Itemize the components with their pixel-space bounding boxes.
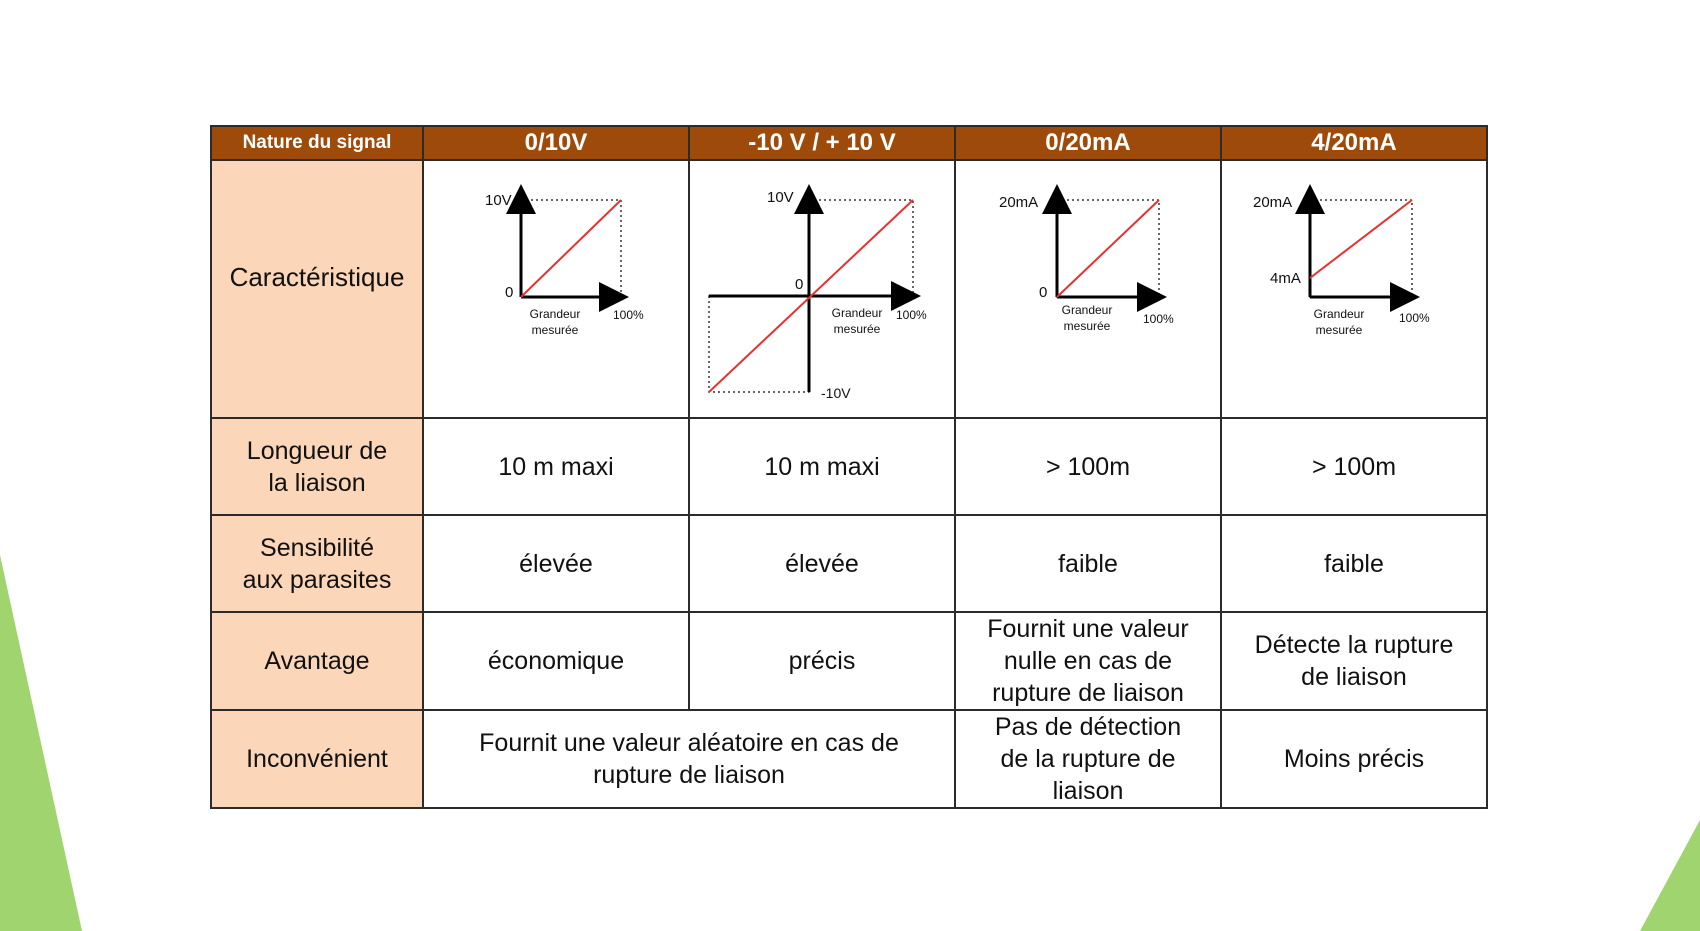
- xlabel-1: Grandeur: [1313, 307, 1365, 321]
- diagram-0-10v-cell: [423, 160, 689, 418]
- cell-inconvenient-voltage-line2: rupture de liaison: [593, 761, 785, 789]
- xlabel-2: mesurée: [1063, 319, 1111, 333]
- characteristic-line: [1057, 200, 1159, 297]
- cell-inconvenient-0-20ma-line3: liaison: [1052, 777, 1124, 805]
- cell-sensibilite-0-10v: élevée: [423, 515, 689, 612]
- cell-sensibilite-4-20ma: faible: [1221, 515, 1487, 612]
- rowhead-longueur-line1: Longueur de: [246, 436, 388, 465]
- green-wedge-right: [1640, 820, 1700, 931]
- row-avantage: [211, 612, 1487, 710]
- rowhead-avantage: Avantage: [211, 612, 423, 710]
- ymax-label: 10V: [485, 192, 512, 209]
- characteristic-line: [1310, 200, 1412, 278]
- diagram-frame: [1310, 200, 1412, 297]
- green-wedge-left: [0, 555, 82, 931]
- origin-label: 0: [795, 276, 804, 293]
- header-0-20ma: 0/20mA: [955, 126, 1221, 160]
- rowhead-caracteristique: [211, 160, 423, 418]
- xlabel-2: mesurée: [1315, 323, 1363, 337]
- origin-label: 0: [505, 284, 514, 301]
- diagram-0-20ma-cell: [955, 160, 1221, 418]
- cell-longueur-0-10v: 10 m maxi: [423, 418, 689, 515]
- xmax-label: 100%: [1143, 312, 1174, 326]
- header-4-20ma: 4/20mA: [1221, 126, 1487, 160]
- ymin-label: 4mA: [1270, 270, 1301, 287]
- diagram-pm10v-cell: [689, 160, 955, 418]
- row-longueur: [211, 418, 1487, 515]
- header-pm10v: -10 V / + 10 V: [689, 126, 955, 160]
- diagram-0-20ma: [957, 162, 1219, 416]
- header-row: [211, 126, 1487, 160]
- rowhead-sensibilite: [211, 515, 423, 612]
- cell-avantage-0-20ma-line3: rupture de liaison: [992, 679, 1184, 707]
- rowhead-longueur-line2: la liaison: [268, 468, 366, 497]
- cell-longueur-4-20ma: > 100m: [1221, 418, 1487, 515]
- xlabel-1: Grandeur: [831, 306, 883, 320]
- ymax-label: 10V: [767, 189, 794, 206]
- signal-comparison-table: [210, 125, 1488, 809]
- cell-sensibilite-0-20ma: faible: [955, 515, 1221, 612]
- rowhead-sensibilite-line1: Sensibilité: [260, 533, 374, 562]
- xlabel-1: Grandeur: [529, 307, 581, 321]
- xmax-label: 100%: [896, 308, 927, 322]
- xlabel-2: mesurée: [531, 323, 579, 337]
- cell-avantage-4-20ma: [1221, 612, 1487, 710]
- ymax-label: 20mA: [999, 194, 1039, 211]
- header-nature: Nature du signal: [211, 126, 423, 160]
- diagram-4-20ma-cell: [1221, 160, 1487, 418]
- diagram-pm10v: [691, 162, 953, 416]
- cell-inconvenient-0-20ma-line1: Pas de détection: [994, 713, 1182, 741]
- cell-avantage-0-20ma-line1: Fournit une valeur: [987, 615, 1189, 643]
- xmax-label: 100%: [613, 308, 644, 322]
- rowhead-caracteristique-label: Caractéristique: [229, 261, 405, 292]
- rowhead-inconvenient: Inconvénient: [211, 710, 423, 808]
- xlabel-2: mesurée: [833, 322, 881, 336]
- header-0-10v: 0/10V: [423, 126, 689, 160]
- cell-avantage-4-20ma-line1: Détecte la rupture: [1254, 631, 1454, 659]
- cell-avantage-pm10v: précis: [689, 612, 955, 710]
- cell-avantage-0-20ma-line2: nulle en cas de: [1003, 647, 1173, 675]
- cell-longueur-pm10v: 10 m maxi: [689, 418, 955, 515]
- xlabel-1: Grandeur: [1061, 303, 1113, 317]
- cell-longueur-0-20ma: > 100m: [955, 418, 1221, 515]
- cell-avantage-0-20ma: [955, 612, 1221, 710]
- origin-label: 0: [1039, 284, 1048, 301]
- ymax-label: 20mA: [1253, 194, 1293, 211]
- cell-inconvenient-0-20ma: [955, 710, 1221, 808]
- cell-inconvenient-voltage-line1: Fournit une valeur aléatoire en cas de: [479, 729, 899, 757]
- characteristic-line: [521, 200, 621, 297]
- diagram-4-20ma: [1223, 162, 1485, 416]
- rowhead-longueur: [211, 418, 423, 515]
- row-inconvenient: [211, 710, 1487, 808]
- ymin-label: -10V: [821, 385, 851, 401]
- diagram-0-10v: [425, 162, 687, 416]
- cell-sensibilite-pm10v: élevée: [689, 515, 955, 612]
- cell-inconvenient-voltage: [423, 710, 955, 808]
- cell-inconvenient-4-20ma: Moins précis: [1221, 710, 1487, 808]
- row-caracteristique: [211, 160, 1487, 418]
- row-sensibilite: [211, 515, 1487, 612]
- rowhead-sensibilite-line2: aux parasites: [242, 565, 392, 594]
- cell-inconvenient-0-20ma-line2: de la rupture de: [1000, 745, 1176, 773]
- cell-avantage-0-10v: économique: [423, 612, 689, 710]
- xmax-label: 100%: [1399, 311, 1430, 325]
- cell-avantage-4-20ma-line2: de liaison: [1301, 663, 1407, 691]
